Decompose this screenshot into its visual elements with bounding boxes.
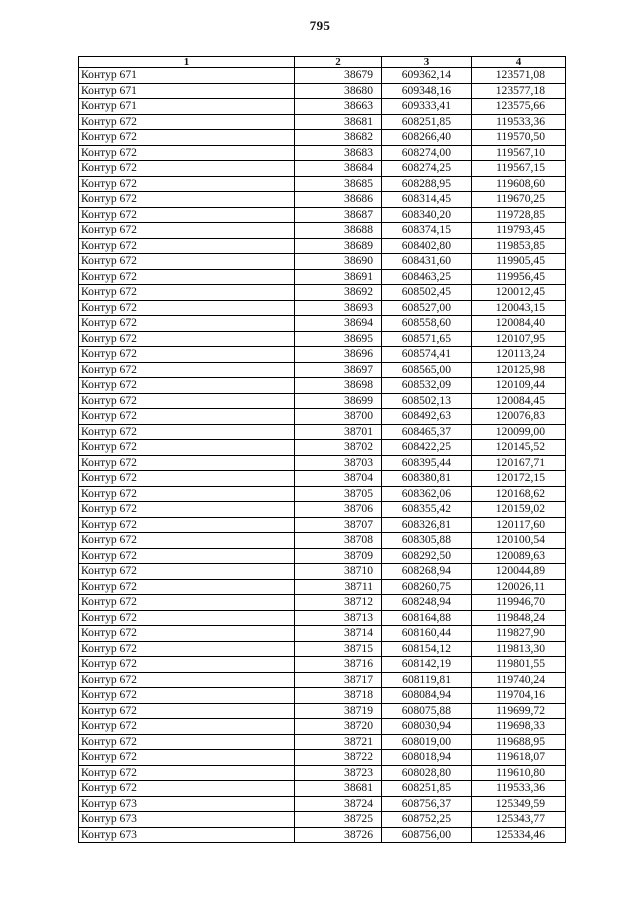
point-number-cell: 38711 [295, 579, 382, 595]
table-row [79, 750, 566, 766]
y-coordinate-cell: 120099,00 [472, 424, 566, 440]
point-number-cell: 38683 [295, 145, 382, 161]
contour-name-cell: Контур 672 [79, 502, 295, 518]
table-body [79, 68, 566, 843]
x-coordinate-cell: 608431,60 [382, 254, 472, 270]
y-coordinate-cell: 119728,85 [472, 207, 566, 223]
point-number-cell: 38685 [295, 176, 382, 192]
y-coordinate-cell: 125334,46 [472, 827, 566, 843]
table-row [79, 409, 566, 425]
column-header-4: 4 [472, 57, 566, 68]
x-coordinate-cell: 608756,00 [382, 827, 472, 843]
contour-name-cell: Контур 672 [79, 610, 295, 626]
y-coordinate-cell: 125343,77 [472, 812, 566, 828]
x-coordinate-cell: 608532,09 [382, 378, 472, 394]
point-number-cell: 38721 [295, 734, 382, 750]
x-coordinate-cell: 608028,80 [382, 765, 472, 781]
table-row [79, 641, 566, 657]
point-number-cell: 38681 [295, 114, 382, 130]
table-row [79, 626, 566, 642]
table-row [79, 533, 566, 549]
point-number-cell: 38684 [295, 161, 382, 177]
contour-name-cell: Контур 672 [79, 455, 295, 471]
y-coordinate-cell: 120089,63 [472, 548, 566, 564]
table-row [79, 269, 566, 285]
y-coordinate-cell: 119533,36 [472, 114, 566, 130]
point-number-cell: 38681 [295, 781, 382, 797]
y-coordinate-cell: 120043,15 [472, 300, 566, 316]
point-number-cell: 38692 [295, 285, 382, 301]
x-coordinate-cell: 608251,85 [382, 781, 472, 797]
x-coordinate-cell: 608305,88 [382, 533, 472, 549]
y-coordinate-cell: 119670,25 [472, 192, 566, 208]
point-number-cell: 38696 [295, 347, 382, 363]
contour-name-cell: Контур 672 [79, 161, 295, 177]
point-number-cell: 38699 [295, 393, 382, 409]
y-coordinate-cell: 120172,15 [472, 471, 566, 487]
y-coordinate-cell: 119618,07 [472, 750, 566, 766]
point-number-cell: 38710 [295, 564, 382, 580]
y-coordinate-cell: 120076,83 [472, 409, 566, 425]
y-coordinate-cell: 119610,80 [472, 765, 566, 781]
contour-name-cell: Контур 672 [79, 626, 295, 642]
table-row [79, 176, 566, 192]
x-coordinate-cell: 608018,94 [382, 750, 472, 766]
y-coordinate-cell: 119699,72 [472, 703, 566, 719]
x-coordinate-cell: 608502,45 [382, 285, 472, 301]
point-number-cell: 38712 [295, 595, 382, 611]
point-number-cell: 38709 [295, 548, 382, 564]
x-coordinate-cell: 608502,13 [382, 393, 472, 409]
point-number-cell: 38707 [295, 517, 382, 533]
y-coordinate-cell: 120084,45 [472, 393, 566, 409]
point-number-cell: 38708 [295, 533, 382, 549]
y-coordinate-cell: 120044,89 [472, 564, 566, 580]
contour-name-cell: Контур 672 [79, 378, 295, 394]
table-row [79, 331, 566, 347]
x-coordinate-cell: 608164,88 [382, 610, 472, 626]
column-header-1: 1 [79, 57, 295, 68]
x-coordinate-cell: 608075,88 [382, 703, 472, 719]
x-coordinate-cell: 608756,37 [382, 796, 472, 812]
table-row [79, 796, 566, 812]
y-coordinate-cell: 123575,66 [472, 99, 566, 115]
contour-name-cell: Контур 672 [79, 285, 295, 301]
contour-name-cell: Контур 673 [79, 796, 295, 812]
y-coordinate-cell: 119848,24 [472, 610, 566, 626]
y-coordinate-cell: 120145,52 [472, 440, 566, 456]
contour-name-cell: Контур 672 [79, 517, 295, 533]
y-coordinate-cell: 120100,54 [472, 533, 566, 549]
table-row [79, 68, 566, 84]
x-coordinate-cell: 609333,41 [382, 99, 472, 115]
y-coordinate-cell: 119567,10 [472, 145, 566, 161]
table-row [79, 223, 566, 239]
table-row [79, 486, 566, 502]
y-coordinate-cell: 120125,98 [472, 362, 566, 378]
contour-name-cell: Контур 672 [79, 176, 295, 192]
x-coordinate-cell: 608395,44 [382, 455, 472, 471]
point-number-cell: 38713 [295, 610, 382, 626]
contour-name-cell: Контур 672 [79, 238, 295, 254]
contour-name-cell: Контур 671 [79, 68, 295, 84]
point-number-cell: 38715 [295, 641, 382, 657]
contour-name-cell: Контур 672 [79, 486, 295, 502]
contour-name-cell: Контур 671 [79, 83, 295, 99]
table-row [79, 471, 566, 487]
y-coordinate-cell: 119704,16 [472, 688, 566, 704]
column-header-3: 3 [382, 57, 472, 68]
x-coordinate-cell: 608380,81 [382, 471, 472, 487]
point-number-cell: 38691 [295, 269, 382, 285]
contour-name-cell: Контур 673 [79, 827, 295, 843]
x-coordinate-cell: 608268,94 [382, 564, 472, 580]
point-number-cell: 38718 [295, 688, 382, 704]
point-number-cell: 38680 [295, 83, 382, 99]
point-number-cell: 38720 [295, 719, 382, 735]
x-coordinate-cell: 608565,00 [382, 362, 472, 378]
y-coordinate-cell: 119956,45 [472, 269, 566, 285]
y-coordinate-cell: 119905,45 [472, 254, 566, 270]
y-coordinate-cell: 120107,95 [472, 331, 566, 347]
point-number-cell: 38702 [295, 440, 382, 456]
contour-name-cell: Контур 672 [79, 192, 295, 208]
x-coordinate-cell: 608463,25 [382, 269, 472, 285]
x-coordinate-cell: 608266,40 [382, 130, 472, 146]
x-coordinate-cell: 608340,20 [382, 207, 472, 223]
contour-name-cell: Контур 672 [79, 393, 295, 409]
point-number-cell: 38704 [295, 471, 382, 487]
x-coordinate-cell: 608558,60 [382, 316, 472, 332]
x-coordinate-cell: 608274,25 [382, 161, 472, 177]
y-coordinate-cell: 120117,60 [472, 517, 566, 533]
table-row [79, 145, 566, 161]
contour-name-cell: Контур 672 [79, 781, 295, 797]
point-number-cell: 38693 [295, 300, 382, 316]
contour-name-cell: Контур 672 [79, 254, 295, 270]
point-number-cell: 38700 [295, 409, 382, 425]
table-row [79, 362, 566, 378]
table-row [79, 579, 566, 595]
table-header-row [79, 57, 566, 68]
contour-name-cell: Контур 672 [79, 316, 295, 332]
table-row [79, 595, 566, 611]
table-row [79, 812, 566, 828]
table-row [79, 564, 566, 580]
table-row [79, 703, 566, 719]
contour-name-cell: Контур 672 [79, 331, 295, 347]
y-coordinate-cell: 119793,45 [472, 223, 566, 239]
x-coordinate-cell: 608142,19 [382, 657, 472, 673]
point-number-cell: 38722 [295, 750, 382, 766]
point-number-cell: 38717 [295, 672, 382, 688]
y-coordinate-cell: 120113,24 [472, 347, 566, 363]
contour-name-cell: Контур 672 [79, 750, 295, 766]
contour-name-cell: Контур 672 [79, 688, 295, 704]
x-coordinate-cell: 608154,12 [382, 641, 472, 657]
table-row [79, 378, 566, 394]
y-coordinate-cell: 119533,36 [472, 781, 566, 797]
table-row [79, 347, 566, 363]
x-coordinate-cell: 608274,00 [382, 145, 472, 161]
point-number-cell: 38703 [295, 455, 382, 471]
point-number-cell: 38663 [295, 99, 382, 115]
x-coordinate-cell: 608251,85 [382, 114, 472, 130]
x-coordinate-cell: 608292,50 [382, 548, 472, 564]
contour-name-cell: Контур 671 [79, 99, 295, 115]
point-number-cell: 38705 [295, 486, 382, 502]
contour-name-cell: Контур 672 [79, 207, 295, 223]
page-number: 795 [309, 18, 331, 33]
x-coordinate-cell: 608374,15 [382, 223, 472, 239]
y-coordinate-cell: 119570,50 [472, 130, 566, 146]
contour-name-cell: Контур 672 [79, 719, 295, 735]
table-row [79, 781, 566, 797]
contour-name-cell: Контур 672 [79, 703, 295, 719]
contour-name-cell: Контур 672 [79, 409, 295, 425]
contour-name-cell: Контур 672 [79, 672, 295, 688]
point-number-cell: 38706 [295, 502, 382, 518]
contour-name-cell: Контур 672 [79, 579, 295, 595]
point-number-cell: 38697 [295, 362, 382, 378]
y-coordinate-cell: 119801,55 [472, 657, 566, 673]
x-coordinate-cell: 608402,80 [382, 238, 472, 254]
contour-name-cell: Контур 672 [79, 440, 295, 456]
x-coordinate-cell: 608160,44 [382, 626, 472, 642]
x-coordinate-cell: 608019,00 [382, 734, 472, 750]
contour-name-cell: Контур 672 [79, 223, 295, 239]
contour-name-cell: Контур 672 [79, 347, 295, 363]
point-number-cell: 38687 [295, 207, 382, 223]
contour-name-cell: Контур 672 [79, 114, 295, 130]
contour-name-cell: Контур 672 [79, 145, 295, 161]
contour-name-cell: Контур 672 [79, 269, 295, 285]
point-number-cell: 38714 [295, 626, 382, 642]
table-row [79, 285, 566, 301]
y-coordinate-cell: 125349,59 [472, 796, 566, 812]
x-coordinate-cell: 608492,63 [382, 409, 472, 425]
y-coordinate-cell: 120084,40 [472, 316, 566, 332]
contour-name-cell: Контур 672 [79, 471, 295, 487]
table-row [79, 130, 566, 146]
table-row [79, 192, 566, 208]
contour-name-cell: Контур 672 [79, 362, 295, 378]
table-row [79, 300, 566, 316]
table-row [79, 440, 566, 456]
y-coordinate-cell: 119567,15 [472, 161, 566, 177]
x-coordinate-cell: 608355,42 [382, 502, 472, 518]
point-number-cell: 38686 [295, 192, 382, 208]
y-coordinate-cell: 119827,90 [472, 626, 566, 642]
x-coordinate-cell: 608314,45 [382, 192, 472, 208]
point-number-cell: 38694 [295, 316, 382, 332]
y-coordinate-cell: 123571,08 [472, 68, 566, 84]
contour-name-cell: Контур 672 [79, 533, 295, 549]
contour-name-cell: Контур 672 [79, 641, 295, 657]
point-number-cell: 38682 [295, 130, 382, 146]
contour-name-cell: Контур 672 [79, 595, 295, 611]
x-coordinate-cell: 608422,25 [382, 440, 472, 456]
table-row [79, 502, 566, 518]
contour-name-cell: Контур 672 [79, 657, 295, 673]
y-coordinate-cell: 119946,70 [472, 595, 566, 611]
table-row [79, 517, 566, 533]
y-coordinate-cell: 120012,45 [472, 285, 566, 301]
point-number-cell: 38701 [295, 424, 382, 440]
coordinates-table [78, 56, 566, 843]
contour-name-cell: Контур 672 [79, 130, 295, 146]
y-coordinate-cell: 120168,62 [472, 486, 566, 502]
table-row [79, 393, 566, 409]
x-coordinate-cell: 608362,06 [382, 486, 472, 502]
point-number-cell: 38690 [295, 254, 382, 270]
contour-name-cell: Контур 672 [79, 424, 295, 440]
y-coordinate-cell: 119608,60 [472, 176, 566, 192]
table-row [79, 99, 566, 115]
x-coordinate-cell: 608119,81 [382, 672, 472, 688]
table-row [79, 161, 566, 177]
table-row [79, 548, 566, 564]
point-number-cell: 38679 [295, 68, 382, 84]
y-coordinate-cell: 120026,11 [472, 579, 566, 595]
table-row [79, 688, 566, 704]
x-coordinate-cell: 608326,81 [382, 517, 472, 533]
y-coordinate-cell: 120167,71 [472, 455, 566, 471]
table-row [79, 424, 566, 440]
table-row [79, 657, 566, 673]
x-coordinate-cell: 608248,94 [382, 595, 472, 611]
y-coordinate-cell: 119813,30 [472, 641, 566, 657]
point-number-cell: 38726 [295, 827, 382, 843]
point-number-cell: 38716 [295, 657, 382, 673]
contour-name-cell: Контур 672 [79, 300, 295, 316]
x-coordinate-cell: 608574,41 [382, 347, 472, 363]
y-coordinate-cell: 120109,44 [472, 378, 566, 394]
table-row [79, 827, 566, 843]
x-coordinate-cell: 608288,95 [382, 176, 472, 192]
contour-name-cell: Контур 672 [79, 734, 295, 750]
x-coordinate-cell: 608084,94 [382, 688, 472, 704]
x-coordinate-cell: 608527,00 [382, 300, 472, 316]
table-row [79, 207, 566, 223]
point-number-cell: 38724 [295, 796, 382, 812]
x-coordinate-cell: 608030,94 [382, 719, 472, 735]
point-number-cell: 38695 [295, 331, 382, 347]
contour-name-cell: Контур 673 [79, 812, 295, 828]
contour-name-cell: Контур 672 [79, 548, 295, 564]
x-coordinate-cell: 608571,65 [382, 331, 472, 347]
x-coordinate-cell: 608465,37 [382, 424, 472, 440]
point-number-cell: 38723 [295, 765, 382, 781]
table-row [79, 610, 566, 626]
point-number-cell: 38719 [295, 703, 382, 719]
table-row [79, 316, 566, 332]
contour-name-cell: Контур 672 [79, 564, 295, 580]
point-number-cell: 38689 [295, 238, 382, 254]
table-row [79, 254, 566, 270]
y-coordinate-cell: 119698,33 [472, 719, 566, 735]
y-coordinate-cell: 119853,85 [472, 238, 566, 254]
x-coordinate-cell: 609362,14 [382, 68, 472, 84]
point-number-cell: 38725 [295, 812, 382, 828]
x-coordinate-cell: 609348,16 [382, 83, 472, 99]
y-coordinate-cell: 119740,24 [472, 672, 566, 688]
x-coordinate-cell: 608260,75 [382, 579, 472, 595]
table-row [79, 455, 566, 471]
table-row [79, 83, 566, 99]
point-number-cell: 38698 [295, 378, 382, 394]
table-row [79, 114, 566, 130]
contour-name-cell: Контур 672 [79, 765, 295, 781]
point-number-cell: 38688 [295, 223, 382, 239]
table-row [79, 238, 566, 254]
table-row [79, 719, 566, 735]
table-row [79, 672, 566, 688]
table-row [79, 734, 566, 750]
column-header-2: 2 [295, 57, 382, 68]
y-coordinate-cell: 120159,02 [472, 502, 566, 518]
y-coordinate-cell: 119688,95 [472, 734, 566, 750]
x-coordinate-cell: 608752,25 [382, 812, 472, 828]
y-coordinate-cell: 123577,18 [472, 83, 566, 99]
table-row [79, 765, 566, 781]
